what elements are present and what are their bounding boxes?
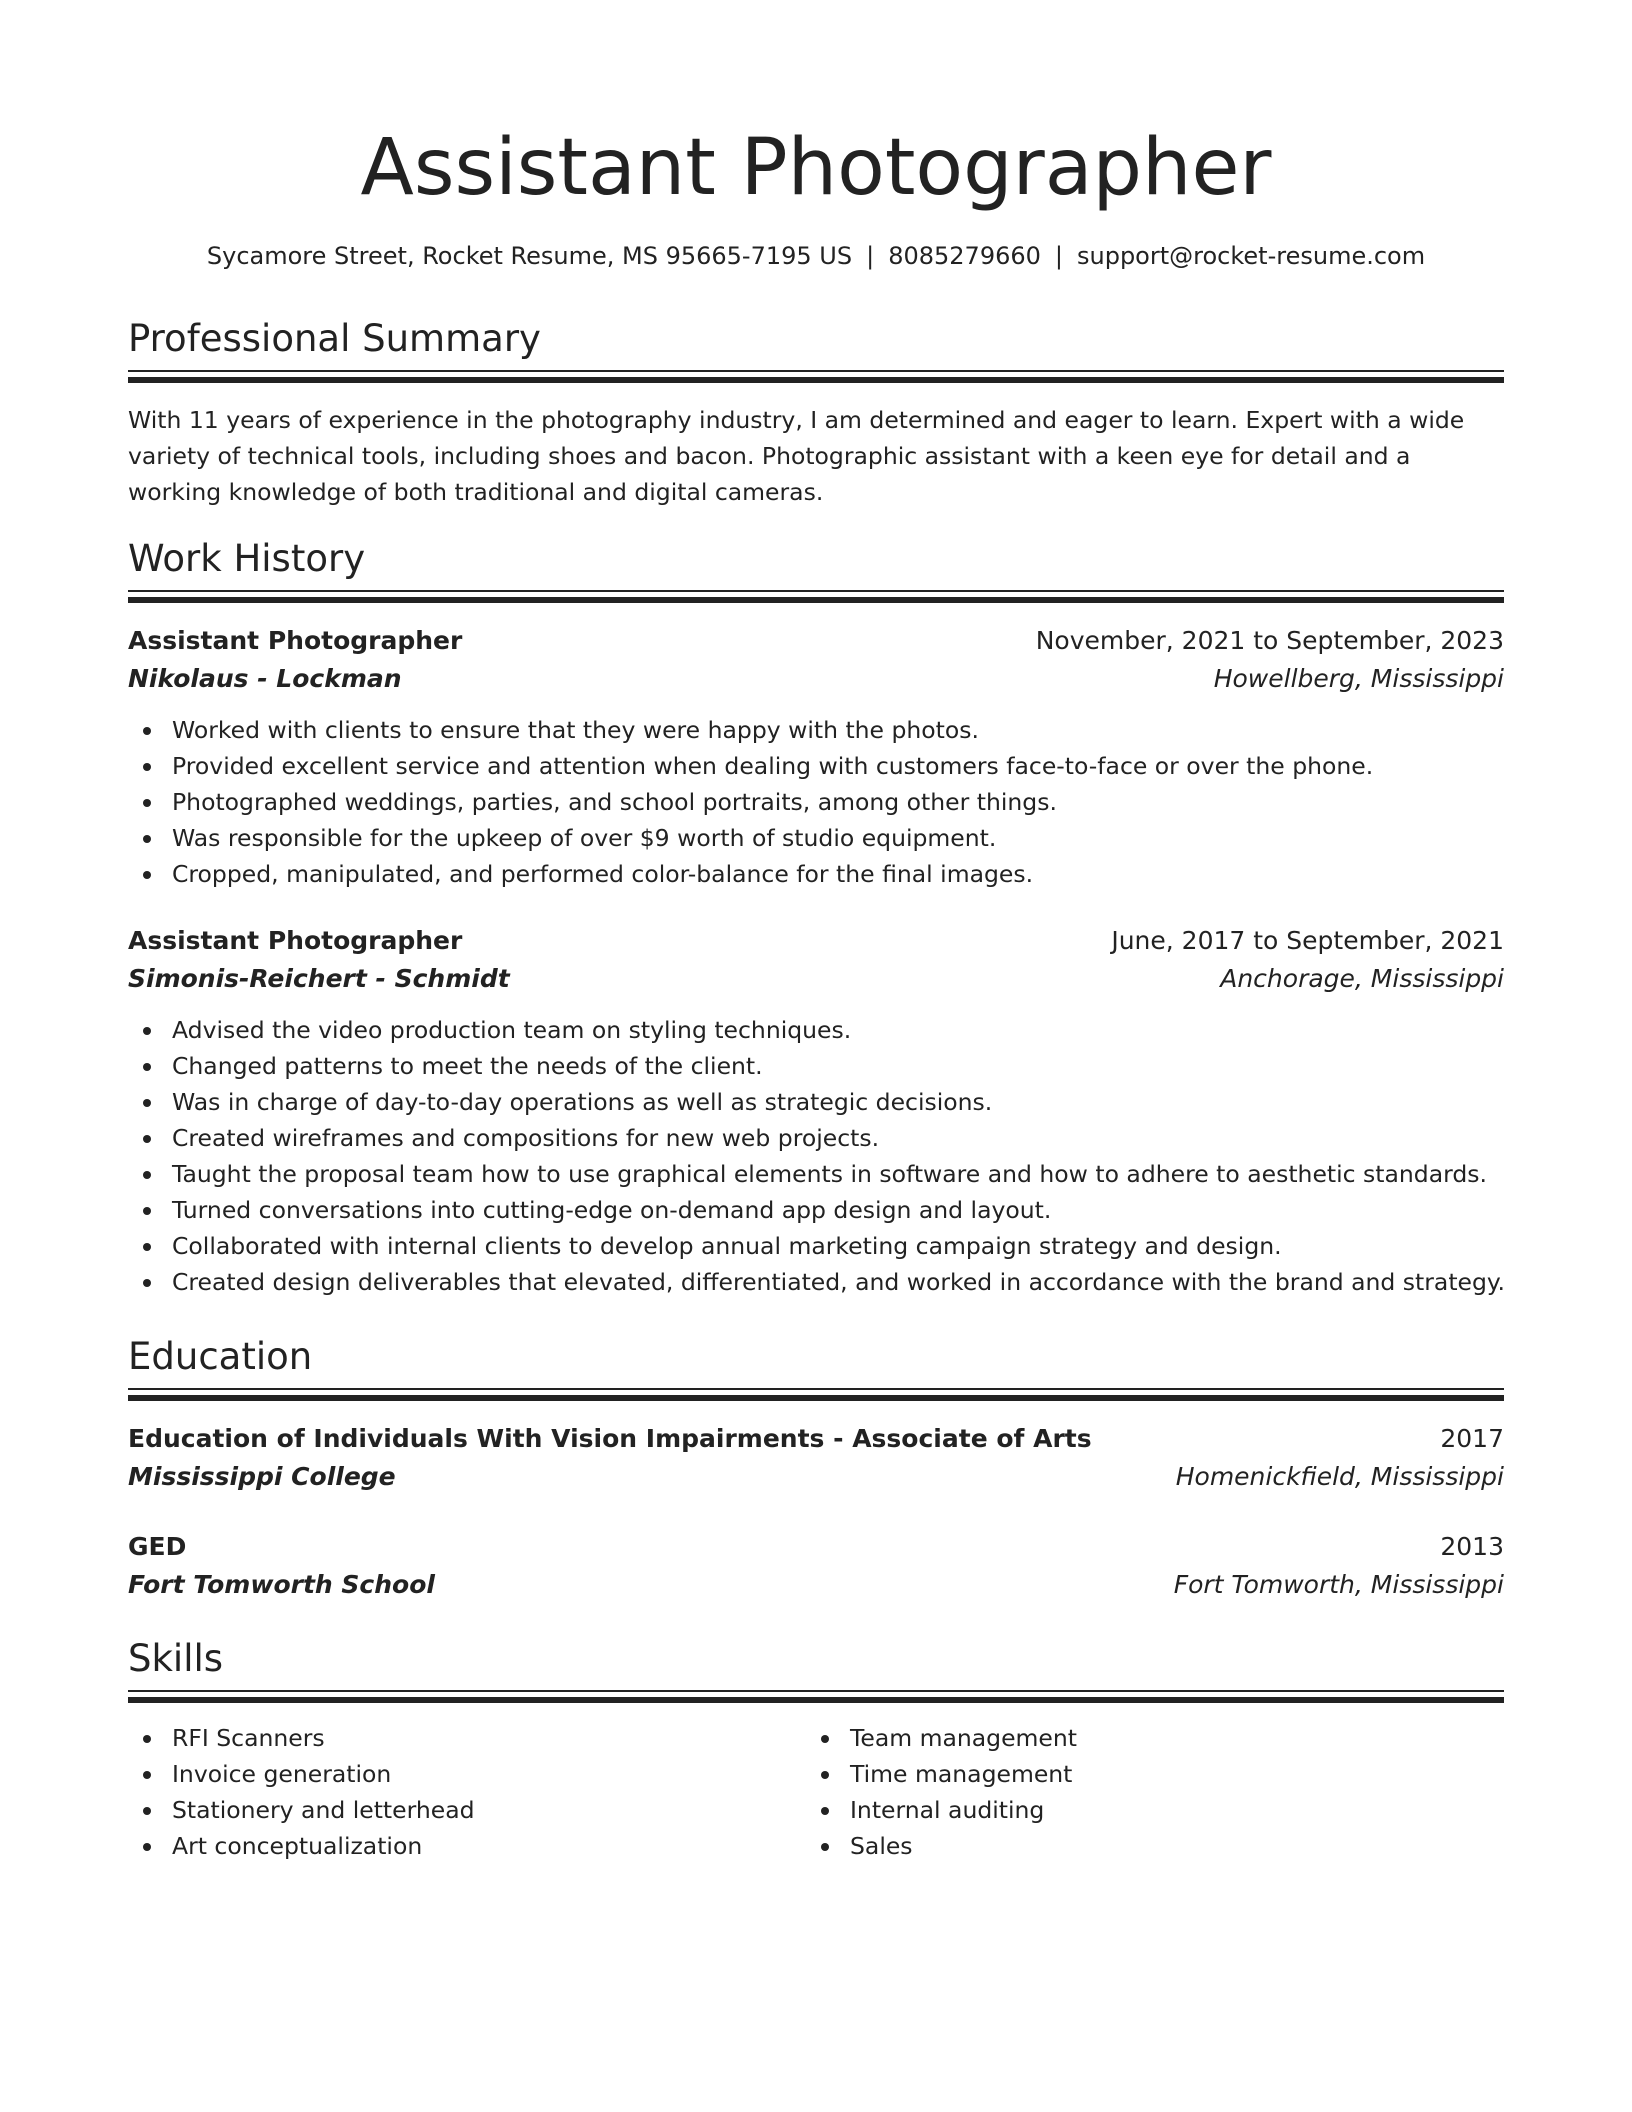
education-school: Mississippi College [128,1462,396,1491]
job-title: Assistant Photographer [128,626,463,655]
section-divider [128,1690,1504,1704]
education-section [128,1332,1504,1604]
job-location: Anchorage, Mississippi [1220,964,1504,993]
list-item: Invoice generation [128,1756,806,1792]
job-company: Simonis-Reichert - Schmidt [128,964,510,993]
education-school: Fort Tomworth School [128,1570,435,1599]
job-entry [128,622,1504,892]
education-location: Fort Tomworth, Mississippi [1173,1570,1504,1599]
job-title: Assistant Photographer [128,926,463,955]
list-item: Advised the video production team on styling techniques. [128,1012,1504,1048]
skills-columns [128,1720,1504,1864]
work-history-heading: Work History [128,537,366,580]
list-item: Changed patterns to meet the needs of the client. [128,1048,1504,1084]
job-dates: November, 2021 to September, 2023 [1035,626,1504,655]
section-divider [128,1388,1504,1402]
job-dates: June, 2017 to September, 2021 [1111,926,1504,955]
section-divider [128,370,1504,384]
education-year: 2013 [1440,1532,1504,1561]
contact-phone: 8085279660 [888,242,1041,270]
list-item: RFI Scanners [128,1720,806,1756]
contact-separator: | [866,242,875,270]
job-duties [128,1012,1504,1300]
skills-heading: Skills [128,1637,224,1680]
list-item: Team management [806,1720,1484,1756]
list-item: Cropped, manipulated, and performed color-balance for the final images. [128,856,1504,892]
list-item: Turned conversations into cutting-edge on-demand app design and layout. [128,1192,1504,1228]
list-item: Was in charge of day-to-day operations as well as strategic decisions. [128,1084,1504,1120]
list-item: Stationery and letterhead [128,1792,806,1828]
list-item: Created design deliverables that elevated, differentiated, and worked in accordance with the brand and strategy. [128,1264,1504,1300]
page-title: Assistant Photographer [360,123,1272,213]
education-year: 2017 [1440,1424,1504,1453]
job-duties [128,712,1504,892]
education-entry [128,1528,1504,1604]
education-entry [128,1420,1504,1496]
contact-separator: | [1054,242,1063,270]
education-heading: Education [128,1335,313,1378]
list-item: Provided excellent service and attention when dealing with customers face-to-face or over the phone. [128,748,1504,784]
skills-section [128,1634,1504,1864]
skills-list-right [806,1720,1484,1864]
job-location: Howellberg, Mississippi [1213,664,1504,693]
summary-section [128,314,1504,510]
contact-address: Sycamore Street, Rocket Resume, MS 95665-7195 US [206,242,853,270]
education-degree: GED [128,1532,187,1561]
list-item: Photographed weddings, parties, and school portraits, among other things. [128,784,1504,820]
list-item: Worked with clients to ensure that they were happy with the photos. [128,712,1504,748]
education-location: Homenickfield, Mississippi [1175,1462,1504,1491]
skills-list-left [128,1720,806,1864]
list-item: Art conceptualization [128,1828,806,1864]
education-degree: Education of Individuals With Vision Impairments - Associate of Arts [128,1424,1092,1453]
list-item: Internal auditing [806,1792,1484,1828]
list-item: Collaborated with internal clients to develop annual marketing campaign strategy and design. [128,1228,1504,1264]
summary-text: With 11 years of experience in the photography industry, I am determined and eager to learn. Expert with a wide variety of technical tools, including shoes and bacon. Photographic assistant with a keen eye for detail and a working knowledge of both traditional and digital cameras. [128,406,1465,506]
job-entry [128,922,1504,1300]
contact-email: support@rocket-resume.com [1077,242,1426,270]
section-divider [128,590,1504,604]
list-item: Time management [806,1756,1484,1792]
list-item: Sales [806,1828,1484,1864]
contact-line [128,240,1504,272]
summary-heading: Professional Summary [128,317,541,360]
list-item: Created wireframes and compositions for new web projects. [128,1120,1504,1156]
job-company: Nikolaus - Lockman [128,664,402,693]
work-history-section [128,534,1504,1300]
list-item: Taught the proposal team how to use graphical elements in software and how to adhere to aesthetic standards. [128,1156,1504,1192]
list-item: Was responsible for the upkeep of over $9 worth of studio equipment. [128,820,1504,856]
